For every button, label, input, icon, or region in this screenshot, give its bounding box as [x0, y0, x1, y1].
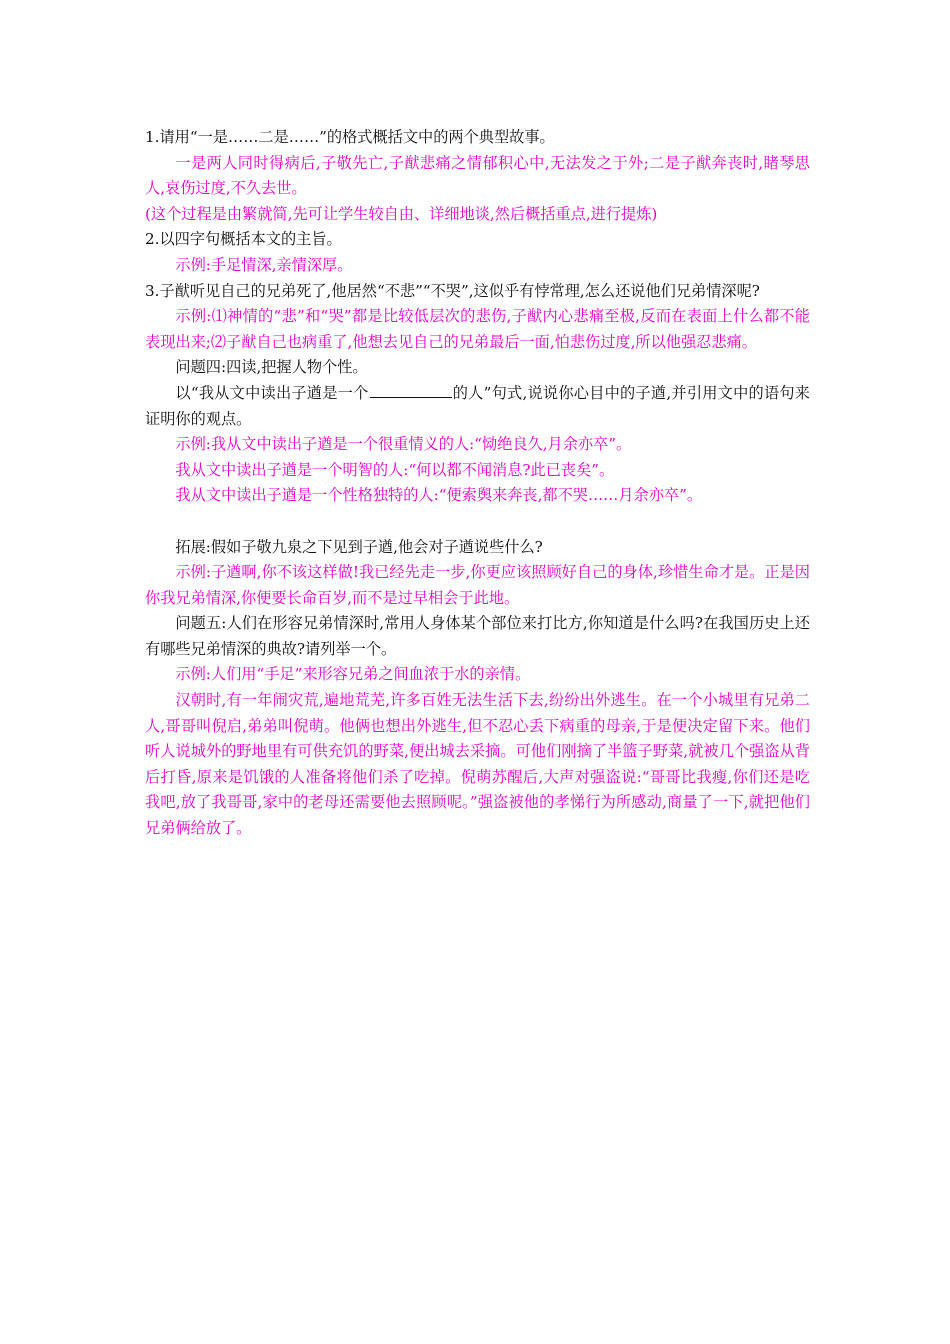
teaching-note-1: (这个过程是由繁就简,先可让学生较自由、详细地谈,然后概括重点,进行提炼) [145, 204, 658, 223]
extension-question: 拓展:假如子敬九泉之下见到子遒,他会对子遒说些什么? [175, 537, 543, 556]
example-4-2: 我从文中读出子遒是一个明智的人:“何以都不闻消息?此已丧矣”。 [175, 460, 615, 479]
answer-3: 示例:⑴神情的“悲”和“哭”都是比较低层次的悲伤,子猷内心悲痛至极,反而在表面上什么都不能表现出来;⑵子猷自己也病重了,他想去见自己的兄弟最后一面,怕悲伤过度,所以他强忍悲痛。 [145, 307, 810, 351]
question-4-prompt [145, 381, 810, 432]
example-4-3: 我从文中读出子遒是一个性格独特的人:“便索舆来奔丧,都不哭……月余亦卒”。 [175, 486, 703, 505]
fill-in-blank [370, 383, 452, 398]
answer-1: 一是两人同时得病后,子敬先亡,子猷悲痛之情郁积心中,无法发之于外;二是子猷奔丧时,睹琴思人,哀伤过度,不久去世。 [145, 153, 810, 198]
example-4-1: 示例:我从文中读出子遒是一个很重情义的人:“恸绝良久,月余亦卒”。 [175, 435, 632, 454]
story-5: 汉朝时,有一年闹灾荒,遍地荒芜,许多百姓无法生活下去,纷纷出外逃生。在一个小城里有兄弟二人,哥哥叫倪启,弟弟叫倪萌。他俩也想出外逃生,但不忍心丢下病重的母亲,于是便决定留下来。他们听人说城外的野地里有可供充饥的野菜,便出城去采摘。可他们刚摘了半篮子野菜,就被几个强盗从背后打昏,原来是饥饿的人准备将他们杀了吃掉。倪萌苏醒后,大声对强盗说:“哥哥比我瘦,你们还是吃我吧,放了我哥哥,家中的老母还需要他去照顾呢。”强盗被他的孝悌行为所感动,商量了一下,就把他们兄弟俩给放了。 [145, 691, 810, 838]
question-1: 1.请用“一是……二是……”的格式概括文中的两个典型故事。 [145, 128, 555, 146]
question-4-title: 问题四:四读,把握人物个性。 [175, 358, 368, 377]
prompt-before-blank: 以“我从文中读出子遒是一个 [175, 383, 369, 402]
paragraph-gap [145, 509, 810, 535]
question-2: 2.以四字句概括本文的主旨。 [145, 230, 342, 249]
extension-answer: 示例:子遒啊,你不该这样做!我已经先走一步,你更应该照顾好自己的身体,珍惜生命才是。正是因你我兄弟情深,你便要长命百岁,而不是过早相会于此地。 [145, 563, 810, 607]
question-3: 3.子猷听见自己的兄弟死了,他居然“不悲”“不哭”,这似乎有悖常理,怎么还说他们兄弟情深呢? [145, 281, 760, 300]
answer-5: 示例:人们用“手足”来形容兄弟之间血浓于水的亲情。 [175, 665, 531, 684]
answer-2: 示例:手足情深,亲情深厚。 [175, 255, 353, 274]
prompt-after-blank: 的人”句式,说说你心目中的子遒,并引用文中的语句来证明你的观点。 [145, 383, 810, 428]
document-body [145, 125, 810, 842]
question-5: 问题五:人们在形容兄弟情深时,常用人身体某个部位来打比方,你知道是什么吗?在我国历史上还有哪些兄弟情深的典故?请列举一个。 [145, 614, 810, 658]
